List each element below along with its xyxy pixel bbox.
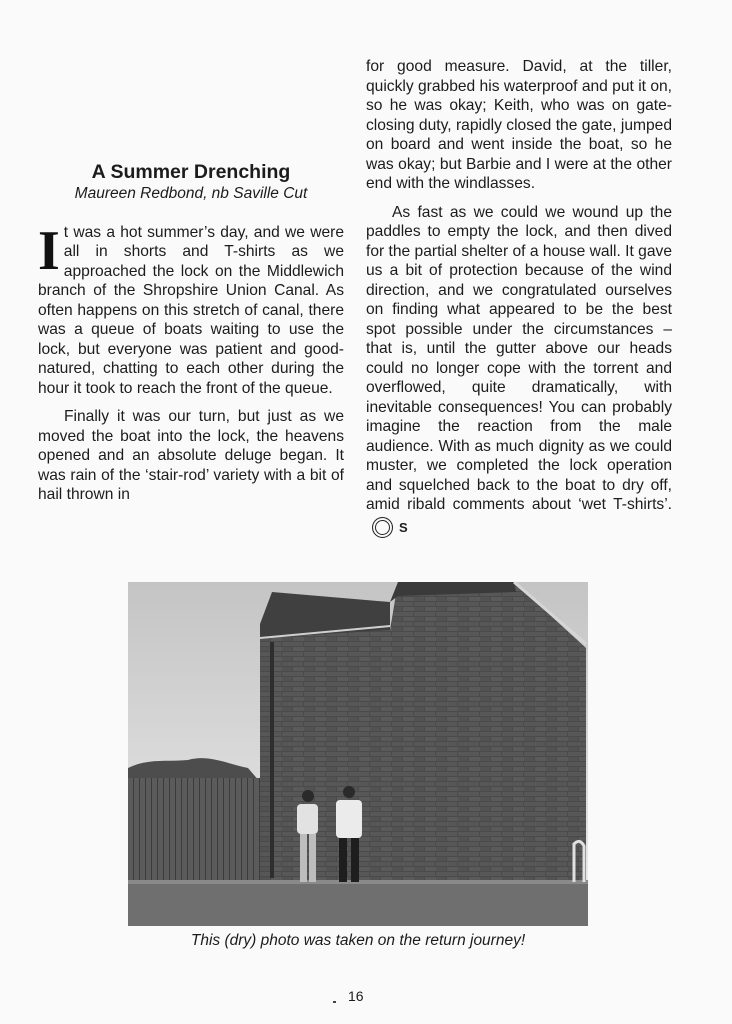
article-byline: Maureen Redbond, nb Saville Cut [74,185,308,202]
page-mark [333,1001,336,1003]
paragraph-2-continued: for good measure. David, at the tiller, quickly grabbed his waterproof and put it on, so he was okay; Keith, who was on gate-closing duty, rapidly closed the gate, jumped on board and went inside the boat, so he was okay; but Barbie and I were at the other end with the windlasses. [366,58,672,192]
page-number: 16 [348,988,364,1004]
paragraph-1-text: t was a hot summer’s day, and we were all in shorts and T-shirts as we approached the lock on the Middlewich branch of the Shropshire Union Canal. As often happens on this stretch of canal, there was a queue of boats waiting to use the lock, but everyone was patient and good-natured, chatting to each other during the hour it took to reach the front of the queue. [38,223,344,397]
house-wall-photo [128,582,588,926]
left-column [38,160,344,505]
paragraph-2: Finally it was our turn, but just as we moved the boat into the lock, the heavens opened and an absolute deluge began. It was rain of the ‘stair-rod’ variety with a bit of hail thrown in [38,408,344,503]
article-title: A Summer Drenching [91,161,291,183]
photo-caption: This (dry) photo was taken on the return journey! [190,932,526,949]
right-column [366,57,672,538]
drop-cap: I [38,219,60,282]
article-photo [128,582,588,926]
paragraph-1 [38,219,344,399]
paragraph-3 [366,203,672,538]
paragraph-3-text: As fast as we could we wound up the paddles to empty the lock, and then dived for the partial shelter of a house wall. It gave us a bit of protection because of the wind direction, and we congratulated ourselves on finding what appeared to be the best spot possible under the circumstances – that is, until the gutter above our heads could no longer cope with the torrent and overflowed, quite dramatically, with inevitable consequences! You can probably imagine the reaction from the male audience. With as much dignity as we could muster, we completed the lock operation and squelched back to the boat to dry off, amid ribald comments about ‘wet T-shirts’. [366,203,672,513]
end-of-article-icon: S [372,517,393,538]
